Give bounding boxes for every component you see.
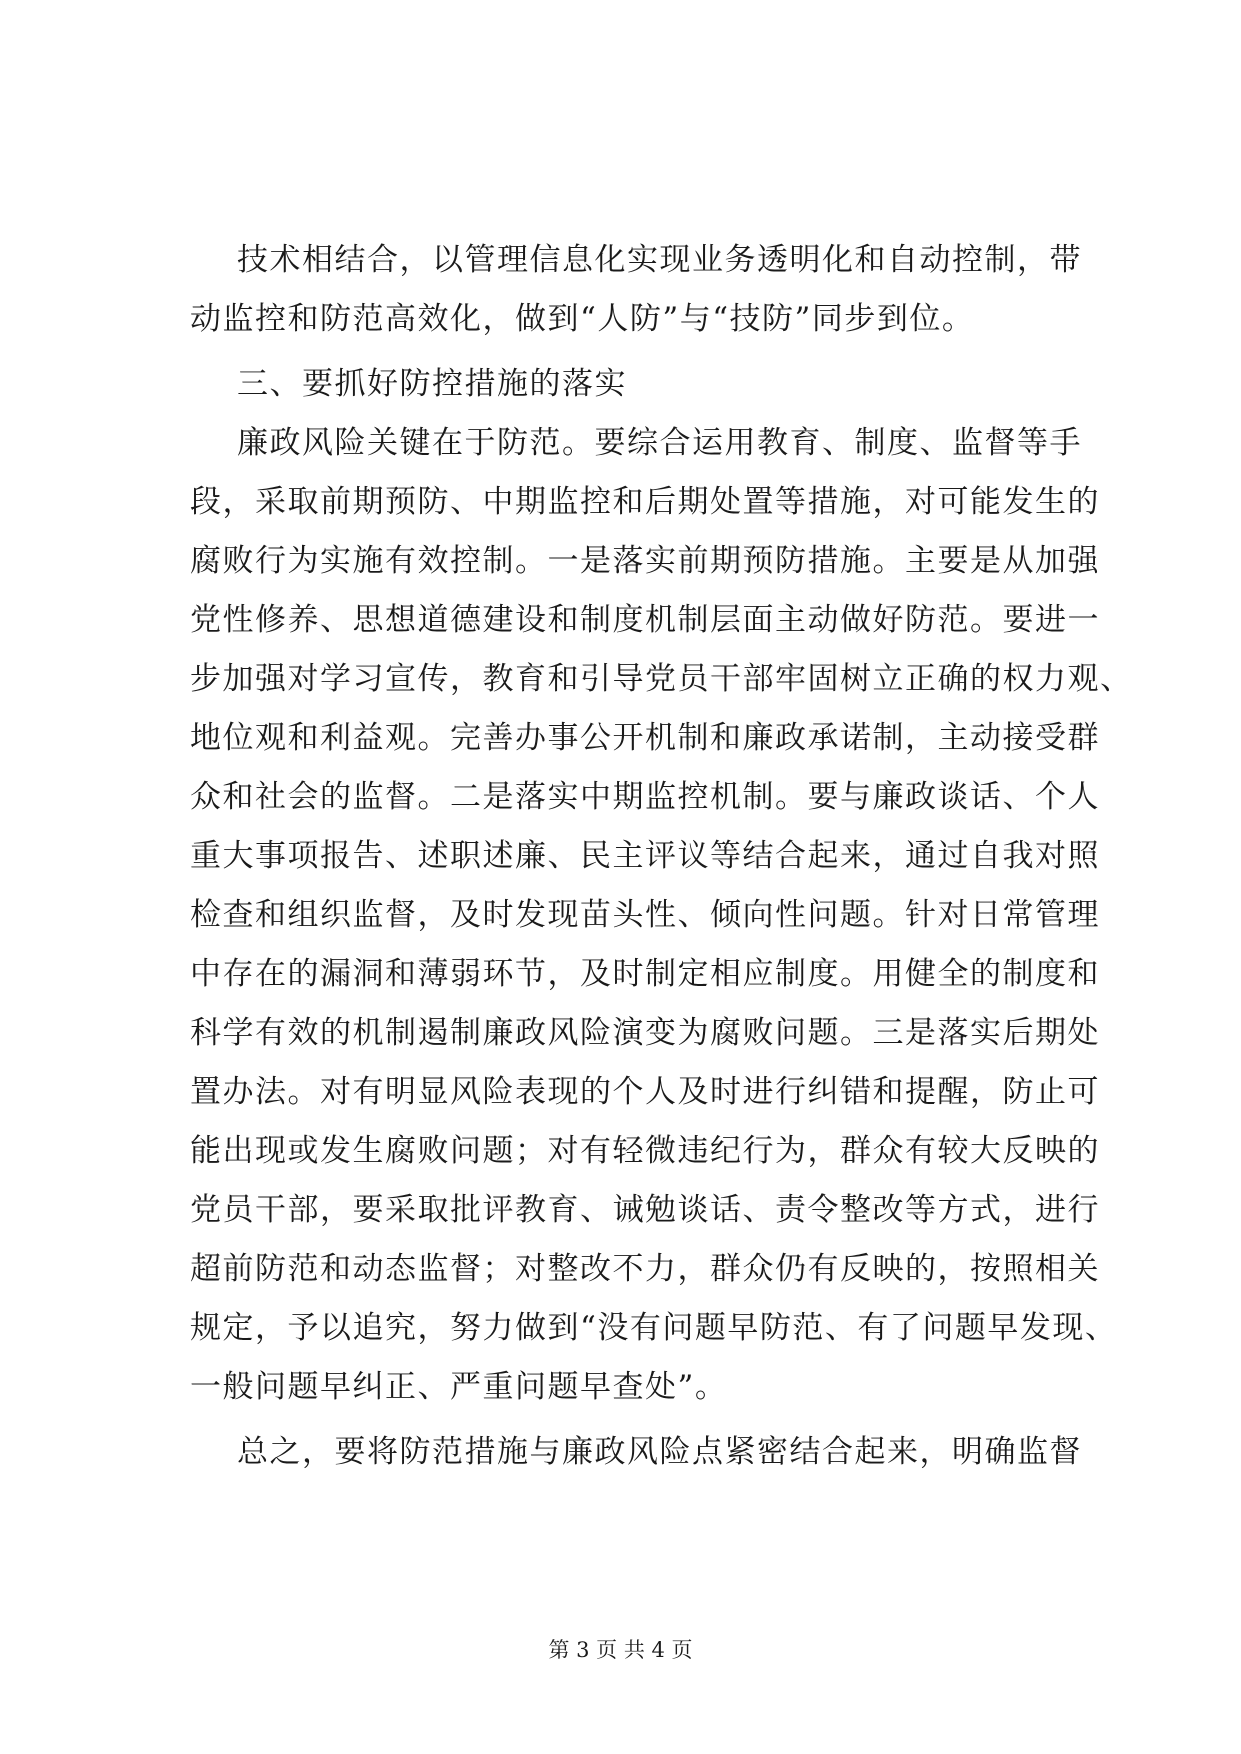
text-line: 规定，予以追究，努力做到“没有问题早防范、有了问题早发现、 [190,1310,1118,1346]
page-number-label: 第 3 页 共 4 页 [548,1638,693,1662]
text-line: 步加强对学习宣传，教育和引导党员干部牢固树立正确的权力观、 [190,661,1133,697]
text-line: 党性修养、思想道德建设和制度机制层面主动做好防范。要进一 [190,602,1100,638]
section-heading-text: 三、要抓好防控措施的落实 [237,366,627,402]
text-line: 地位观和利益观。完善办事公开机制和廉政承诺制，主动接受群 [190,720,1100,756]
text-line: 众和社会的监督。二是落实中期监控机制。要与廉政谈话、个人 [190,779,1100,815]
paragraph-prevention-measures [190,414,1133,1417]
text-line: 腐败行为实施有效控制。一是落实前期预防措施。主要是从加强 [190,543,1100,579]
text-line: 段，采取前期预防、中期监控和后期处置等措施，对可能发生的 [190,484,1100,520]
paragraph-tech-combination [190,231,1080,349]
text-line: 置办法。对有明显风险表现的个人及时进行纠错和提醒，防止可 [190,1074,1100,1110]
text-line: 科学有效的机制遏制廉政风险演变为腐败问题。三是落实后期处 [190,1015,1100,1051]
text-line: 动监控和防范高效化，做到“人防”与“技防”同步到位。 [190,301,975,337]
text-line: 能出现或发生腐败问题；对有轻微违纪行为，群众有较大反映的 [190,1133,1100,1169]
text-line: 检查和组织监督，及时发现苗头性、倾向性问题。针对日常管理 [190,897,1100,933]
document-body [190,231,1133,1482]
text-line: 一般问题早纠正、严重问题早查处”。 [190,1369,728,1405]
text-line: 超前防范和动态监督；对整改不力，群众仍有反映的，按照相关 [190,1251,1100,1287]
paragraph-conclusion [190,1423,1080,1482]
text-line: 党员干部，要采取批评教育、诫勉谈话、责令整改等方式，进行 [190,1192,1100,1228]
text-line: 廉政风险关键在于防范。要综合运用教育、制度、监督等手 [237,425,1082,461]
page-footer [0,1638,1241,1662]
text-line: 总之，要将防范措施与廉政风险点紧密结合起来，明确监督 [237,1434,1082,1470]
section-heading [190,355,1080,414]
text-line: 中存在的漏洞和薄弱环节，及时制定相应制度。用健全的制度和 [190,956,1100,992]
text-line: 技术相结合，以管理信息化实现业务透明化和自动控制，带 [237,242,1082,278]
text-line: 重大事项报告、述职述廉、民主评议等结合起来，通过自我对照 [190,838,1100,874]
